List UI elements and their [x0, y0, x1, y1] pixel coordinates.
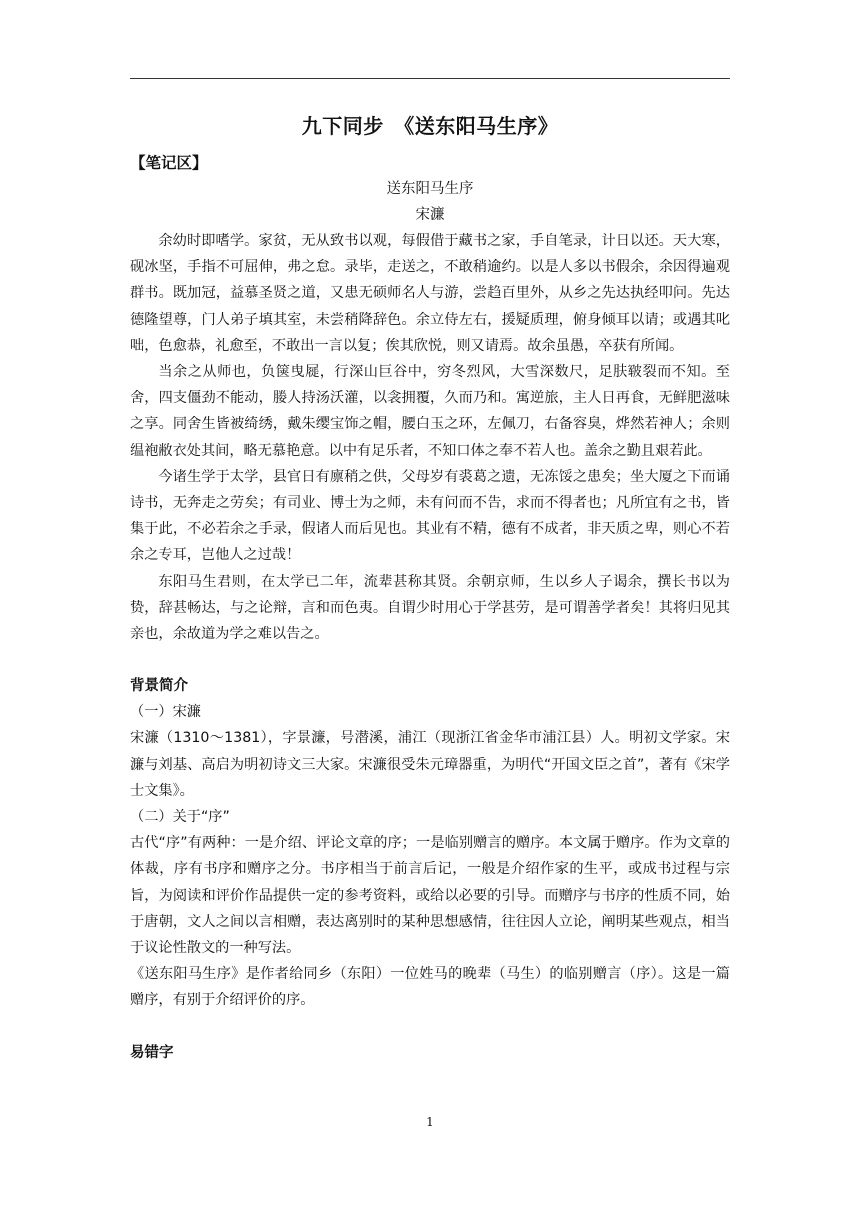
page-content [130, 108, 730, 1066]
essay-paragraph: 东阳马生君则，在太学已二年，流辈甚称其贤。余朝京师，生以乡人子谒余，撰长书以为贽，辞甚畅达，与之论辩，言和而色夷。自谓少时用心于学甚劳，是可谓善学者矣！其将归见其亲也，余故道为学之难以告之。 [130, 573, 730, 643]
background-subheading: （一）宋濂 [130, 704, 201, 721]
background-text: 《送东阳马生序》是作者给同乡（东阳）一位姓马的晚辈（马生）的临别赠言（序）。这是一篇赠序，有别于介绍评价的序。 [130, 966, 730, 1009]
essay-paragraph: 余幼时即嗜学。家贫，无从致书以观，每假借于藏书之家，手自笔录，计日以还。天大寒，砚冰坚，手指不可屈伸，弗之怠。录毕，走送之，不敢稍逾约。以是人多以书假余，余因得遍观群书。既加冠，益慕圣贤之道，又患无硕师名人与游，尝趋百里外，从乡之先达执经叩问。先达德隆望尊，门人弟子填其室，未尝稍降辞色。余立侍左右，援疑质理，俯身倾耳以请；或遇其叱咄，色愈恭，礼愈至，不敢出一言以复；俟其欣悦，则又请焉。故余虽愚，卒获有所闻。 [130, 233, 730, 354]
essay-author: 宋濂 [415, 207, 445, 223]
essay-title: 送东阳马生序 [386, 181, 474, 197]
essay-paragraph: 今诸生学于太学，县官日有廪稍之供，父母岁有裘葛之遗，无冻馁之患矣；坐大厦之下而诵诗书，无奔走之劳矣；有司业、博士为之师，未有问而不告，求而不得者也；凡所宜有之书，皆集于此，不必若余之手录，假诸人而后见也。其业有不精，德有不成者，非天质之卑，则心不若余之专耳，岂他人之过哉！ [130, 468, 730, 564]
background-heading: 背景简介 [130, 678, 188, 695]
spacer [130, 647, 730, 673]
essay-paragraph: 当余之从师也，负箧曳屣，行深山巨谷中，穷冬烈风，大雪深数尺，足肤皲裂而不知。至舍，四支僵劲不能动，媵人持汤沃灌，以衾拥覆，久而乃和。寓逆旅，主人日再食，无鲜肥滋味之享。同舍生皆被绮绣，戴朱缨宝饰之帽，腰白玉之环，左佩刀，右备容臭，烨然若神人；余则缊袍敝衣处其间，略无慕艳意。以中有足乐者，不知口体之奉不若人也。盖余之勤且艰若此。 [130, 364, 730, 459]
spacer [130, 1014, 730, 1040]
typos-heading: 易错字 [130, 1044, 174, 1061]
page-number: 1 [426, 1115, 434, 1129]
background-subheading: （二）关于“序” [130, 809, 230, 826]
background-text: 古代“序”有两种：一是介绍、评论文章的序；一是临别赠言的赠序。本文属于赠序。作为文章的体裁，序有书序和赠序之分。书序相当于前言后记，一般是介绍作家的生平，或成书过程与宗旨，为阅读和评价作品提供一定的参考资料，或给以必要的引导。而赠序与书序的性质不同，始于唐朝，文人之间以言相赠，表达离别时的某种思想感情，往往因人立论，阐明某些观点，相当于议论性散文的一种写法。 [130, 835, 730, 957]
notes-label: 【笔记区】 [130, 154, 208, 172]
background-text: 宋濂（1310～1381），字景濂，号潜溪，浦江（现浙江省金华市浦江县）人。明初文学家。宋濂与刘基、高启为明初诗文三大家。宋濂很受朱元璋器重，为明代“开国文臣之首”，著有《宋学士文集》。 [130, 730, 730, 799]
header-rule [130, 78, 730, 79]
document-title: 九下同步 《送东阳马生序》 [301, 114, 559, 138]
